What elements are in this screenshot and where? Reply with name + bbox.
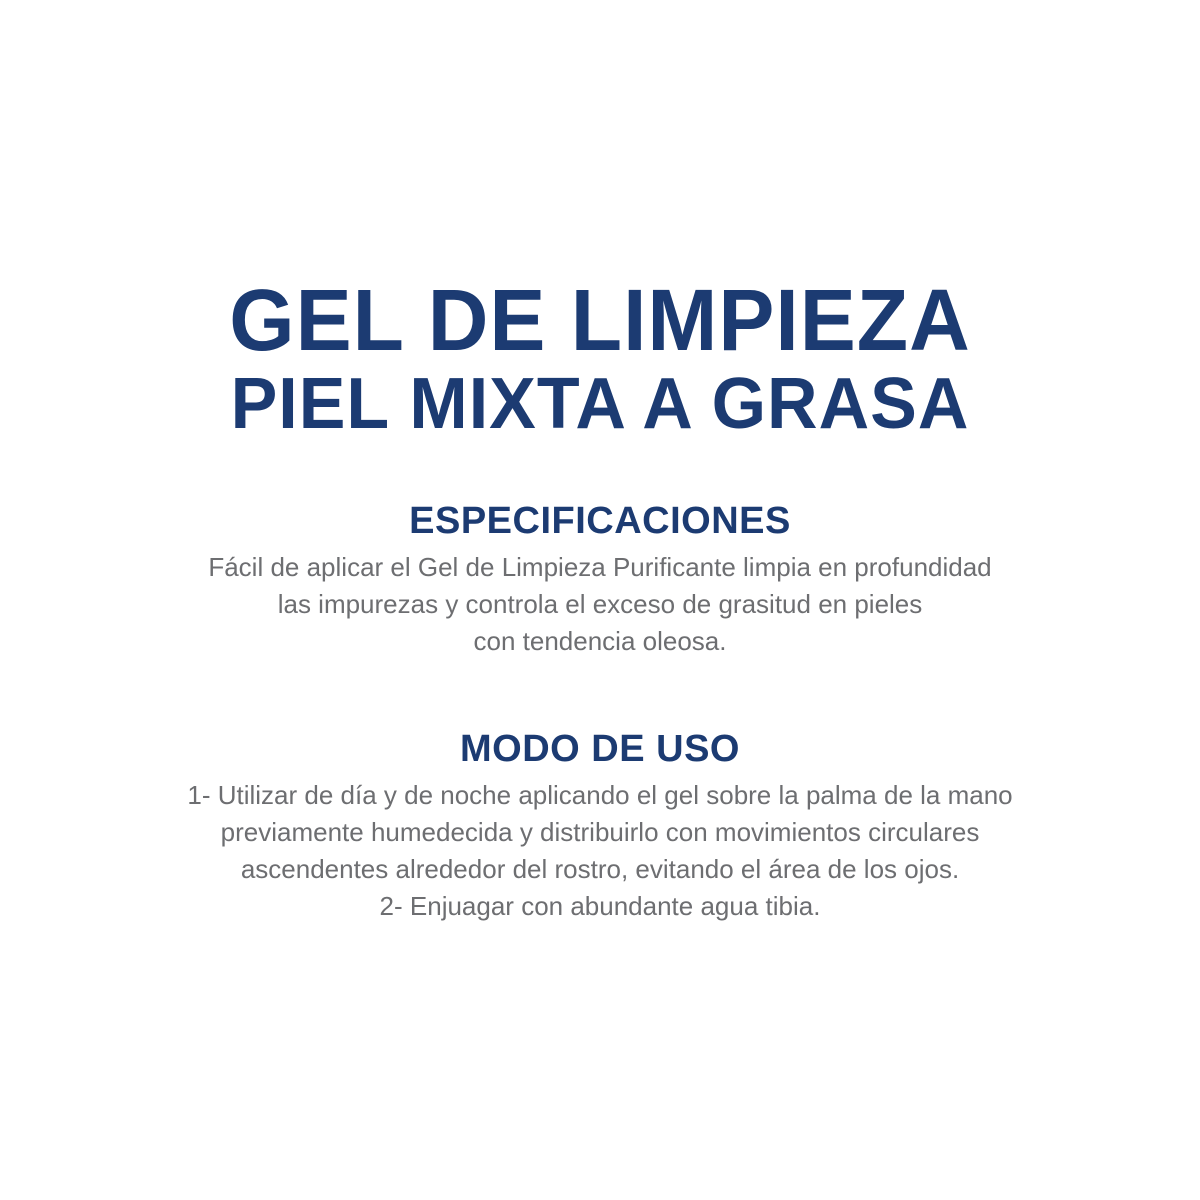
especificaciones-line: con tendencia oleosa. — [473, 626, 727, 656]
modo-de-uso-step: 2- Enjuagar con abundante agua tibia. — [379, 891, 821, 921]
modo-de-uso-step: ascendentes alrededor del rostro, evitando el área de los ojos. — [240, 854, 960, 884]
modo-de-uso-body — [0, 777, 1200, 925]
product-title — [0, 271, 1200, 444]
modo-de-uso-step: previamente humedecida y distribuirlo con movimientos circulares — [220, 817, 980, 847]
product-title-line-2: PIEL MIXTA A GRASA — [230, 362, 970, 444]
especificaciones-heading: ESPECIFICACIONES — [409, 500, 791, 542]
especificaciones-line: las impurezas y controla el exceso de grasitud en pieles — [277, 589, 923, 619]
especificaciones-line: Fácil de aplicar el Gel de Limpieza Purificante limpia en profundidad — [208, 552, 992, 582]
section-modo-de-uso — [0, 730, 1200, 925]
modo-de-uso-heading: MODO DE USO — [460, 728, 740, 770]
modo-de-uso-step: 1- Utilizar de día y de noche aplicando el gel sobre la palma de la mano — [187, 780, 1013, 810]
section-especificaciones — [0, 502, 1200, 660]
especificaciones-body — [0, 549, 1200, 660]
product-title-line-1: GEL DE LIMPIEZA — [229, 271, 971, 369]
